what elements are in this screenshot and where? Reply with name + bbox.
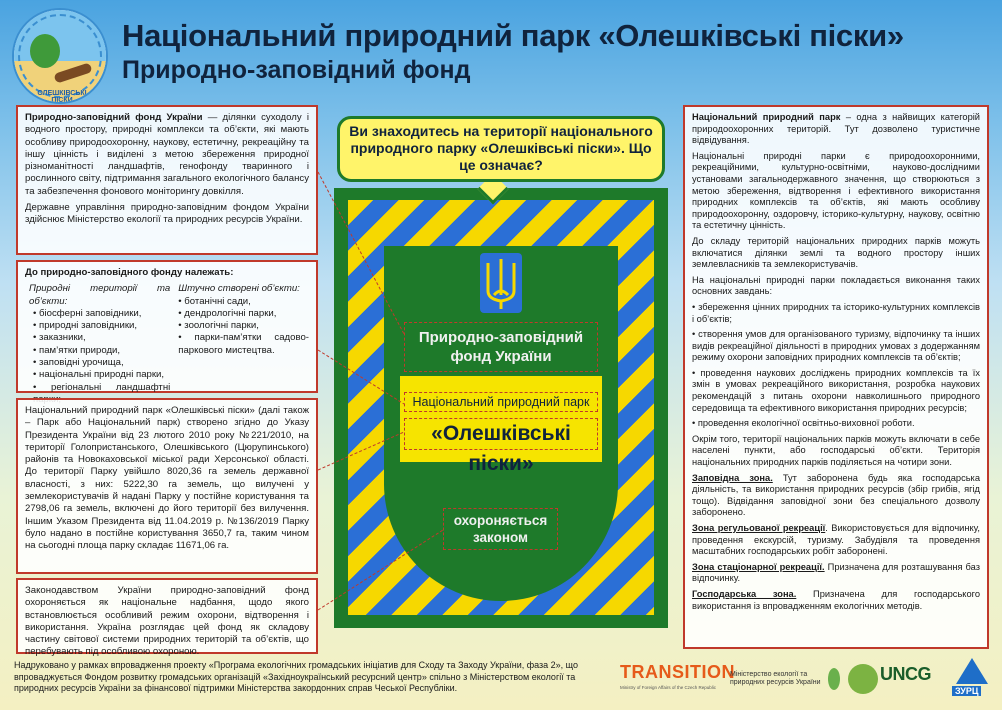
national-park-label: Національний природний парк (404, 392, 598, 412)
list-item: • зоологічні парки, (178, 320, 309, 332)
trident-icon (476, 251, 526, 317)
national-park-definition: – одна з найвищих категорій природоохоронних територій. Тут дозволено туристичне відвідування. (692, 112, 980, 146)
zone-description: Призначена для розташування баз відпочинку. (692, 561, 981, 584)
logo-text: ОЛЕШКІВСЬКІ ПІСКИ (37, 90, 87, 104)
artificial-objects-list (178, 296, 309, 357)
uncg-emblem-icon (848, 664, 878, 694)
categories-box (16, 260, 318, 393)
list-item: • національні природні парки, (25, 369, 170, 381)
natural-objects-title: Природні території та об’єкти: (29, 283, 171, 307)
zone-item (692, 562, 980, 585)
zone-item (692, 523, 980, 558)
zuru-logo (948, 658, 996, 700)
park-history-text: Національний природний парк «Олешківські піски» (далі також – Парк або Національний парк) створено згідно до Указу Президента України від 23 лютого 2010 року №221/2010, на території Голопристанського, Олешківського (Цюрупинського) районів та Новокаховської міської ради Херсонської області. До території Парку увійшло 8020,36 га земель державної власності, з них: 5222,30 га земель, що вилучені у землекористувачів й надані Парку у постійне користування та 2798,06 га земель, включені до його території без вилучення. Іншим Указом Президента від 11.04.2019 р. №136/2019 Парку було надано в постійне користування 3650,7 га, таким чином на сьогодні площа парку складає 11671,06 га. (25, 405, 309, 552)
list-item: • регіональні ландшафтні (25, 382, 170, 407)
task-item: • проведення наукових досліджень природних комплексів та їх змін в умовах рекреаційного використання, розробка наукових рекомендацій з питань охорони навколишнього природного середовища та ефективного використання природних ресурсів; (692, 367, 980, 413)
list-item: • природні заповідники, (25, 320, 170, 332)
zones-list (692, 473, 980, 613)
ministry-logo-text: Міністерство екології та природних ресурсів України (730, 671, 821, 686)
definition-box (16, 105, 318, 255)
national-park-name: «Олешківські піски» (404, 418, 598, 450)
management-text: Державне управління природно-заповідним фондом України здійснює Міністерство екології та природних ресурсів України. (25, 202, 309, 226)
natural-objects-list (25, 308, 170, 406)
ministry-emblem-icon (828, 668, 840, 690)
zone-name: Господарська зона. (692, 588, 797, 599)
page-subtitle: Природно-заповідний фонд (122, 56, 471, 84)
uncg-logo-text: UNCG (880, 664, 931, 684)
zone-name: Заповідна зона. (692, 472, 773, 483)
definition-term: Природно-заповідний фонд України (25, 112, 203, 123)
list-item: • заповідні урочища, (25, 357, 170, 369)
task-item: • проведення екологічної освітньо-виховної роботи. (692, 418, 915, 429)
page-title: Національний природний парк «Олешківські піски» (122, 18, 904, 53)
uncg-logo (848, 660, 938, 698)
ministry-logo (730, 664, 840, 694)
tasks-list (692, 302, 980, 430)
zone-description: Тут заборонена будь яка господарська діяльність, та використання природних ресурсів (збір грибів, ягід тощо). Відвідання заповідної зони без спеціального дозволу заборонено. (692, 472, 980, 518)
zone-description: Призначена для господарського використання із впровадженням екологічних методів. (692, 588, 980, 611)
national-park-info-box (683, 105, 989, 649)
transition-logo (620, 662, 735, 702)
park-history-box (16, 398, 318, 574)
zone-name: Зона стаціонарної рекреації. (692, 561, 825, 572)
legislation-box (16, 578, 318, 658)
tasks-intro: На національні природні парки покладається виконання таких основних завдань: (692, 274, 980, 297)
list-item: • дендрологічні парки, (178, 308, 309, 320)
zuru-logo-text: ЗУРЦ (952, 686, 981, 696)
zones-intro: Окрім того, території національних парків можуть включати в себе населені пункти, або господарські об’єкти. Територія національних природних парків поділяється на чотири зони. (692, 433, 980, 468)
list-item: • ботанічні сади, (178, 296, 309, 308)
footer-text: Надруковано у рамках впровадження проекту «Програма екологічних громадських ініціатив для Сходу та Заходу України, фаза 2», що впроваджується Фондом розвитку громадських організацій «Західноукраїнський ресурсний центр» спільно з Міністерством екології та природних ресурсів України за фінансової підтримки Міністерства закордонних справ Чеської Республіки. (14, 660, 578, 693)
definition-text: — ділянки суходолу і водного простору, природні комплекси та об’єкти, які мають особливу природоохоронну, наукову, естетичну, рекреаційну та іншу цінність і виділені з метою збереження природної різноманітності ландшафтів, генофонду тваринного і рослинного світу, підтримання загального екологічного балансу та забезпечення фонового моніторингу довкілля. (25, 112, 309, 197)
legislation-text: Законодавством України природно-заповідний фонд охороняється як національне надбання, щодо якого встановлюється особливий режим охорони, відтворення і використання. Україна розглядає цей фонд як складову частину світової системи природних територій та об’єктів, що перебувають під особливою охороною. (25, 585, 309, 658)
park-logo-icon (12, 8, 108, 104)
zone-item (692, 473, 980, 519)
list-item: • біосферні заповідники, (25, 308, 170, 320)
fund-label: Природно-заповідний фонд України (404, 322, 598, 372)
list-item: • заказники, (25, 332, 170, 344)
national-park-term: Національний природний парк (692, 112, 841, 122)
task-item: • збереження цінних природних та історико-культурних комплексів і об’єктів; (692, 301, 980, 324)
zone-item (692, 589, 980, 612)
national-park-purpose: Національні природні парки є природоохоронними, рекреаційними, культурно-освітніми, науково-дослідними установами загальнодержавного значення, що створюються з метою збереження, відтворення і ефективного використання природних комплексів та об’єктів, які мають особливу природоохоронну, оздоровчу, історико-культурну, наукову, освітню та естетичну цінність. (692, 150, 980, 231)
zone-description: . Використовується для відпочинку, проведення екскурсій, туризму. Забудівля та проведення масштабних господарських робіт заборонені. (692, 523, 980, 557)
national-park-lands: До складу територій національних природних парків можуть включатися ділянки землі та водного простору інших землевласників та землекористувачів. (692, 235, 980, 270)
list-item: • парки-пам’ятки садово-паркового мистецтва. (178, 332, 309, 357)
speech-bubble: Ви знаходитесь на території національного природного парку «Олешківські піски». Що це означає? (337, 116, 665, 182)
zone-name: Зона регульованої рекреації (692, 523, 826, 533)
list-item: • пам’ятки природи, (25, 345, 170, 357)
protected-by-law-label: охороняється законом (443, 508, 558, 550)
task-item: • створення умов для організованого туризму, відпочинку та інших видів рекреаційної діяльності в природних умовах з додержанням режиму охорони заповідних природних комплексів та об’єктів; (692, 329, 980, 363)
artificial-objects-title: Штучно створені об’єкти: (178, 283, 300, 295)
categories-heading: До природно-заповідного фонду належать: (25, 267, 234, 278)
transition-logo-subtext: Ministry of Foreign Affairs of the Czech Republic (620, 685, 716, 690)
zuru-triangle-icon (956, 658, 988, 684)
transition-logo-text: TRANSITION (620, 662, 735, 682)
